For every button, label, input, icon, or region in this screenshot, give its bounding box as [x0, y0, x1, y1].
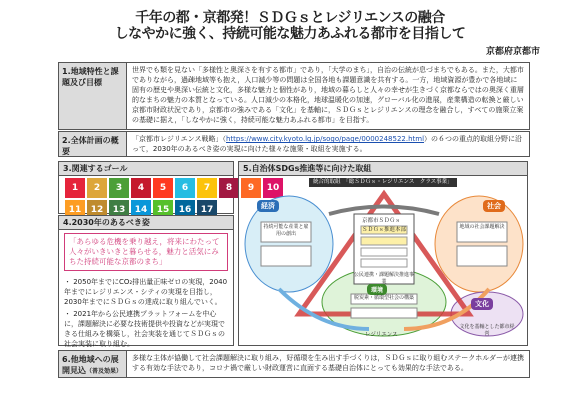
society-circle [435, 196, 523, 292]
sdg-goal-9-icon: 9 [241, 178, 261, 198]
section6-row [58, 350, 530, 378]
sdg-goal-4-icon: 4 [131, 178, 151, 198]
section2-text-after: ）の６つの重点的取組分野に沿って，2030年のあるべき姿の実現に向けた様々な施策・取組を実施する。 [132, 135, 523, 153]
sdg-goal-10-icon: 10 [263, 178, 283, 198]
sdg-goal-15-icon: 15 [153, 200, 173, 220]
society-box-2 [457, 246, 507, 266]
page-title: 千年の都・京都発！ＳＤＧｓとレジリエンスの融合 [135, 10, 445, 26]
center-item-1: ＳＤＧｓ推進本部 [362, 227, 407, 233]
center-box-4 [361, 259, 407, 267]
center-title: 京都市ＳＤＧｓ [362, 218, 401, 224]
sdg-goal-16-icon: 16 [175, 200, 195, 220]
section2-heading: 2.全体計画の概要 [59, 132, 127, 156]
resilience-label: レジリエンス [365, 332, 398, 338]
economy-box-2 [261, 246, 311, 266]
arrow-top [329, 207, 439, 215]
sdg-goal-2-icon: 2 [87, 178, 107, 198]
section4-heading: 4.2030年のあるべき姿 [58, 215, 234, 230]
sdg-goal-17-icon: 17 [197, 200, 217, 220]
section2-text [127, 132, 529, 156]
sdg-goal-11-icon: 11 [65, 200, 85, 220]
env-box-2 [351, 308, 417, 318]
strategy-link[interactable]: https://www.city.kyoto.lg.jp/sogo/page/0000248522.html [225, 135, 425, 143]
vision-quote: 「あらゆる危機を乗り越え，将来にわたって人々がいきいきと暮らせる，魅力と活気にみちた持続可能な京都のまち」 [64, 233, 228, 271]
pub-private-label: 公民連携・課題解決推進事業 [353, 272, 414, 285]
center-box-2 [361, 237, 407, 245]
section2-row [58, 131, 530, 157]
economy-label: 経済 [257, 200, 279, 212]
sdg-goal-14-icon: 14 [131, 200, 151, 220]
sdg-goal-13-icon: 13 [109, 200, 129, 220]
environment-label: 環境 [367, 284, 387, 295]
society-label: 社会 [483, 200, 505, 212]
sdg-goal-7-icon: 7 [197, 178, 217, 198]
center-box-3 [361, 248, 407, 256]
section1-text: 世界でも類を見ない「多様性と奥深さを有する都市」であり，「大学のまち」，自治の伝統が息づまちでもある。また，大都市でありながら，過疎地域等も抱え，人口減少等の問題は全国各地も課題意識を共有する。一方，地域資源が豊かで各地域に固有の歴史や奥深い伝統と文化，多様な魅力と個性があり，地域の暮らしと人々の幸せが生きづく京都ならではの奥深く重層的なまちの魅力の本質となっている。人口減少の本格化，地球温暖化の加速，グローバル化の進展，産業構造の転換と厳しい京都市財政状況であり，京都市の強みである「文化」を基軸に，ＳＤＧｓとレジリエンスの理念を融合し，すべての施策立案の基礎に据え，「しなやかに強く，持続可能な魅力あふれる都市」を目指す。 [132, 66, 524, 124]
section1-heading: 1.地域特性と課題及び目標 [59, 63, 127, 129]
section6-text: 多様な主体が協働して社会課題解決に取り組み，好循環を生み出す手づくりは，ＳＤＧｓに取り組むステークホルダーが連携する有効な手法であり，コロナ禍で厳しい財政運営に直面する基礎自治体にとっても効果的な手法である。 [132, 354, 524, 372]
section6-heading [59, 351, 127, 377]
section1-row [58, 62, 530, 130]
sdgs-diagram [238, 174, 528, 346]
vision-bullet-2: ・ 2021年から公民連携プラットフォームを中心に，課題解決に必要な技術提供や投資などが実現できる仕組みを構築し，社会実装を通じてＳＤＧｓの社会実装に取り組む。 [64, 310, 225, 348]
sdg-goal-12-icon: 12 [87, 200, 107, 220]
vision-box [58, 228, 234, 346]
culture-label: 文化 [471, 298, 493, 310]
page-subtitle: しなやかに強く、持続可能な魅力あふれる都市を目指して [114, 26, 466, 42]
vision-bullet-1: ・ 2050年までにCO₂排出量正味ゼロの実現，2040年までにレジリエンス・シティの実現を目指し，2030年までにＳＤＧｓの達成に取り組んでいく。 [64, 278, 228, 306]
sdg-goal-1-icon: 1 [65, 178, 85, 198]
section6-heading-sub: （普及効果） [86, 368, 123, 375]
sdg-goal-6-icon: 6 [175, 178, 195, 198]
section5-heading: 5.自治体SDGs推進等に向けた取組 [238, 161, 528, 176]
city-name: 京都府京都市 [485, 47, 540, 57]
culture-text: 文化を基軸とした都市経営 [459, 324, 515, 337]
section2-text-before: 「京都市レジリエンス戦略」（ [132, 135, 226, 143]
title-block [0, 10, 580, 42]
society-text: 地域の社会課題解決 [459, 224, 505, 230]
vision-bullets [64, 277, 228, 349]
integrated-bar: 統合的取組 「総ＳＤＧｓ・レジリエンス クラス事業」 [309, 178, 457, 187]
sdg-goal-5-icon: 5 [153, 178, 173, 198]
section3-heading: 3.関連するゴール [58, 161, 234, 176]
section6-heading-main: 6.他地域への展開見込 [62, 355, 119, 375]
sdg-goal-3-icon: 3 [109, 178, 129, 198]
sdg-goal-8-icon: 8 [219, 178, 239, 198]
economy-text: 持続可能な産業と雇用の創出 [263, 224, 309, 237]
environment-text: 脱炭素・循環型社会の構築 [353, 295, 414, 301]
